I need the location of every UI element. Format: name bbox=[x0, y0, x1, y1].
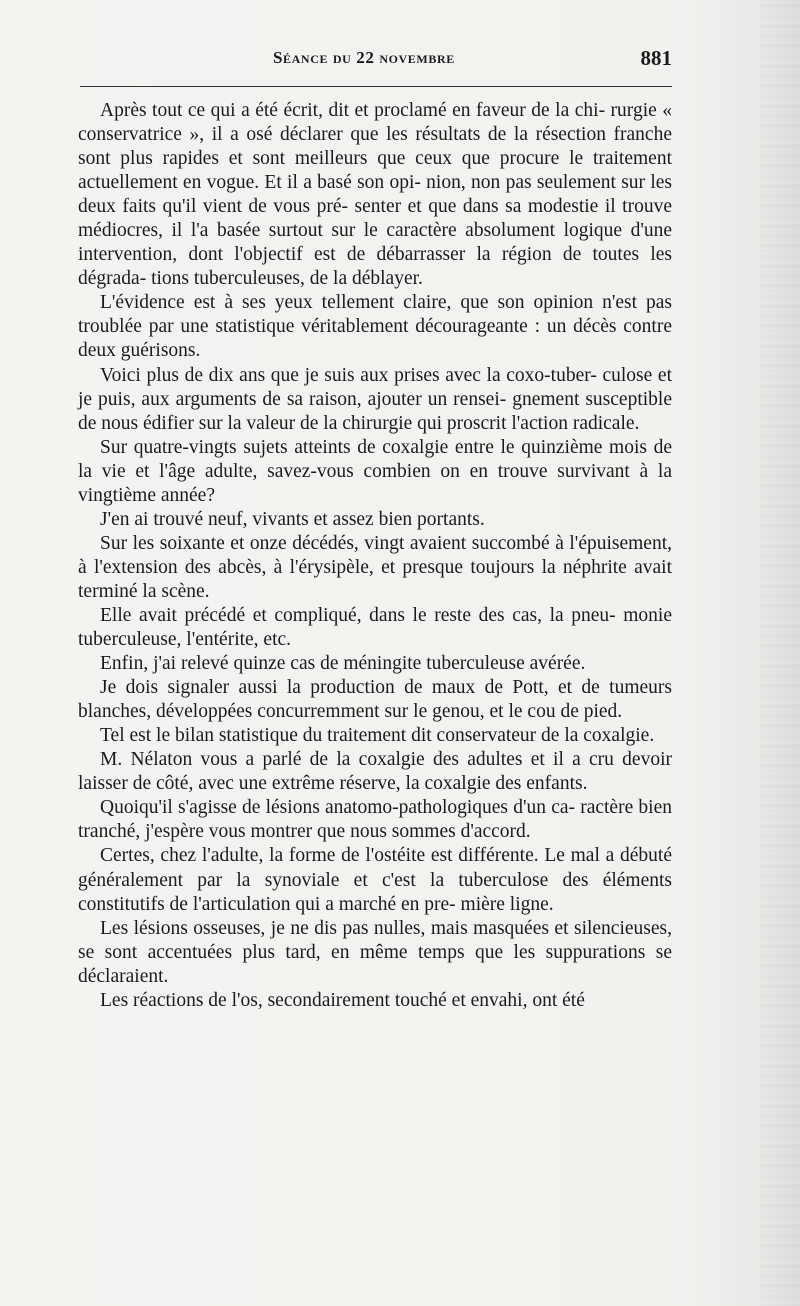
paragraph: Quoiqu'il s'agisse de lésions anatomo-pathologiques d'un ca- ractère bien tranché, j'espère vous montrer que nous sommes d'accord. bbox=[78, 797, 672, 843]
paragraph: Après tout ce qui a été écrit, dit et proclamé en faveur de la chi- rurgie « conservatrice », il a osé déclarer que les résultats de la résection franche sont plus rapides et sont meilleurs que ceux que procure le traitement actuellement en vogue. Et il a basé son opi- nion, non pas seulement sur les deux faits qu'il vient de vous pré- senter et que dans sa modestie il trouve médiocres, il l'a basée surtout sur le caractère absolument logique d'une intervention, dont l'objectif est de débarrasser la région de toutes les dégrada- tions tuberculeuses, de la déblayer. bbox=[78, 100, 672, 290]
body-text bbox=[78, 99, 672, 1013]
paragraph: Sur quatre-vingts sujets atteints de coxalgie entre le quinzième mois de la vie et l'âge adulte, savez-vous combien on en trouve survivant à la vingtième année? bbox=[78, 436, 672, 506]
paragraph: Je dois signaler aussi la production de maux de Pott, et de tumeurs blanches, développées concurremment sur le genou, et le cou de pied. bbox=[78, 677, 672, 723]
paragraph: Les lésions osseuses, je ne dis pas nulles, mais masquées et silencieuses, se sont accentuées plus tard, en même temps que les suppurations se déclaraient. bbox=[78, 917, 672, 987]
page-edge-shading bbox=[760, 0, 800, 1306]
paragraph: Sur les soixante et onze décédés, vingt avaient succombé à l'épuisement, à l'extension des abcès, à l'érysipèle, et presque toujours la néphrite avait terminé la scène. bbox=[78, 532, 672, 602]
paragraph: Certes, chez l'adulte, la forme de l'ostéite est différente. Le mal a débuté généralement par la synoviale et c'est la tuberculose des éléments constitutifs de l'articulation qui a marché en pre- mière ligne. bbox=[78, 845, 672, 915]
paragraph: Les réactions de l'os, secondairement touché et envahi, ont été bbox=[100, 989, 585, 1011]
paragraph: J'en ai trouvé neuf, vivants et assez bien portants. bbox=[100, 508, 485, 530]
paragraph: Tel est le bilan statistique du traitement dit conservateur de la coxalgie. bbox=[100, 725, 655, 747]
page-header bbox=[78, 46, 672, 76]
running-title: Séance du 22 novembre bbox=[273, 48, 455, 67]
paragraph: L'évidence est à ses yeux tellement claire, que son opinion n'est pas troublée par une statistique véritablement décourageante : un décès contre deux guérisons. bbox=[78, 292, 672, 362]
header-rule bbox=[80, 86, 672, 87]
paragraph: M. Nélaton vous a parlé de la coxalgie des adultes et il a cru devoir laisser de côté, avec une extrême réserve, la coxalgie des enfants. bbox=[78, 749, 672, 795]
page-number: 881 bbox=[640, 46, 672, 70]
paragraph: Voici plus de dix ans que je suis aux prises avec la coxo-tuber- culose et je puis, aux arguments de sa raison, ajouter un rensei- gnement susceptible de nous édifier sur la valeur de la chirurgie qui proscrit l'action radicale. bbox=[78, 364, 672, 434]
paragraph: Enfin, j'ai relevé quinze cas de méningite tuberculeuse avérée. bbox=[100, 653, 586, 675]
paragraph: Elle avait précédé et compliqué, dans le reste des cas, la pneu- monie tuberculeuse, l'entérite, etc. bbox=[78, 604, 672, 651]
